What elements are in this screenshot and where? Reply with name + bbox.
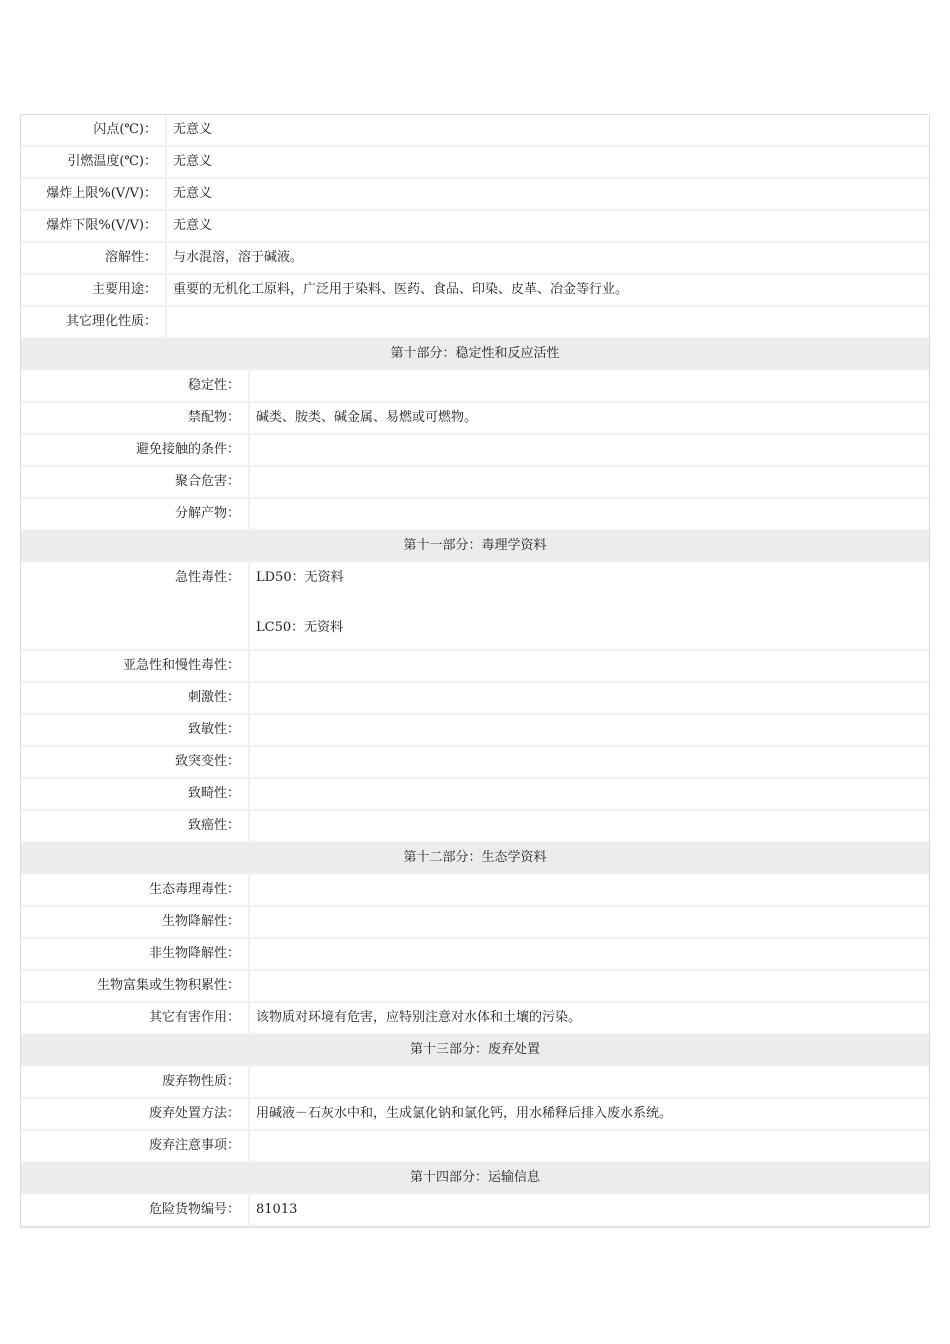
field-value: 用碱液－石灰水中和，生成氯化钠和氯化钙，用水稀释后排入废水系统。	[249, 1098, 929, 1130]
field-label: 非生物降解性：	[21, 938, 249, 970]
field-value: 无意义	[166, 210, 929, 242]
table-row	[21, 1194, 929, 1226]
field-value: 该物质对环境有危害，应特别注意对水体和土壤的污染。	[249, 1002, 929, 1034]
table-row	[21, 466, 929, 498]
table-row	[21, 1002, 929, 1034]
field-value: 无意义	[166, 178, 929, 210]
field-label: 爆炸下限%(V/V)：	[21, 210, 166, 242]
section-title: 第十四部分：运输信息	[21, 1162, 929, 1194]
field-label: 其它有害作用：	[21, 1002, 249, 1034]
field-label: 废弃注意事项：	[21, 1130, 249, 1162]
field-label: 聚合危害：	[21, 466, 249, 498]
field-label: 主要用途：	[21, 274, 166, 306]
section-title: 第十二部分：生态学资料	[21, 842, 929, 874]
field-label: 稳定性：	[21, 370, 249, 402]
field-value	[249, 714, 929, 746]
field-label: 急性毒性：	[21, 562, 249, 650]
field-value: 与水混溶，溶于碱液。	[166, 242, 929, 274]
field-label: 致畸性：	[21, 778, 249, 810]
section-header	[21, 339, 929, 370]
properties-table	[21, 115, 929, 339]
field-value	[249, 682, 929, 714]
field-value	[249, 746, 929, 778]
section-header	[21, 1034, 929, 1066]
field-value	[249, 466, 929, 498]
safety-table	[21, 339, 929, 1227]
field-value	[249, 778, 929, 810]
section-title: 第十部分：稳定性和反应活性	[21, 339, 929, 370]
table-row	[21, 746, 929, 778]
table-row	[21, 906, 929, 938]
field-value: 81013	[249, 1194, 929, 1226]
field-value	[249, 650, 929, 682]
table-row	[21, 434, 929, 466]
field-label: 溶解性：	[21, 242, 166, 274]
section-header	[21, 530, 929, 562]
field-label: 生态毒理毒性：	[21, 874, 249, 906]
field-value	[249, 370, 929, 402]
field-value: 碱类、胺类、碱金属、易燃或可燃物。	[249, 402, 929, 434]
table-row	[21, 370, 929, 402]
table-row	[21, 274, 929, 306]
table-row	[21, 874, 929, 906]
field-label: 刺激性：	[21, 682, 249, 714]
field-value	[249, 1066, 929, 1098]
section-header	[21, 1162, 929, 1194]
field-label: 分解产物：	[21, 498, 249, 530]
field-value	[249, 434, 929, 466]
field-label: 废弃处置方法：	[21, 1098, 249, 1130]
table-row	[21, 650, 929, 682]
field-label: 生物降解性：	[21, 906, 249, 938]
field-label: 禁配物：	[21, 402, 249, 434]
field-value	[249, 970, 929, 1002]
field-value	[249, 938, 929, 970]
table-row	[21, 714, 929, 746]
section-title: 第十一部分：毒理学资料	[21, 530, 929, 562]
field-label: 爆炸上限%(V/V)：	[21, 178, 166, 210]
table-row	[21, 1130, 929, 1162]
field-value	[249, 810, 929, 842]
table-row	[21, 970, 929, 1002]
table-row	[21, 210, 929, 242]
ld50-value: LD50：无资料	[256, 570, 344, 585]
table-row	[21, 178, 929, 210]
field-value: 无意义	[166, 115, 929, 146]
field-value	[249, 874, 929, 906]
field-value	[249, 498, 929, 530]
field-label: 致敏性：	[21, 714, 249, 746]
field-value	[249, 1130, 929, 1162]
table-row	[21, 1066, 929, 1098]
field-label: 避免接触的条件：	[21, 434, 249, 466]
field-label: 引燃温度(℃)：	[21, 146, 166, 178]
field-label: 亚急性和慢性毒性：	[21, 650, 249, 682]
field-label: 废弃物性质：	[21, 1066, 249, 1098]
section-header	[21, 842, 929, 874]
table-row	[21, 938, 929, 970]
field-label: 危险货物编号：	[21, 1194, 249, 1226]
field-label: 其它理化性质：	[21, 306, 166, 338]
table-row	[21, 562, 929, 650]
field-label: 致癌性：	[21, 810, 249, 842]
field-label: 闪点(℃)：	[21, 115, 166, 146]
msds-sheet	[20, 114, 930, 1228]
table-row	[21, 402, 929, 434]
lc50-value: LC50：无资料	[256, 620, 344, 635]
table-row	[21, 115, 929, 146]
table-row	[21, 146, 929, 178]
table-row	[21, 810, 929, 842]
field-value	[249, 562, 929, 650]
table-row	[21, 242, 929, 274]
field-label: 生物富集或生物积累性：	[21, 970, 249, 1002]
field-label: 致突变性：	[21, 746, 249, 778]
field-value: 重要的无机化工原料，广泛用于染料、医药、食品、印染、皮革、冶金等行业。	[166, 274, 929, 306]
table-row	[21, 778, 929, 810]
table-row	[21, 306, 929, 338]
section-title: 第十三部分：废弃处置	[21, 1034, 929, 1066]
table-row	[21, 682, 929, 714]
field-value	[249, 906, 929, 938]
field-value	[166, 306, 929, 338]
table-row	[21, 1098, 929, 1130]
table-row	[21, 498, 929, 530]
field-value: 无意义	[166, 146, 929, 178]
